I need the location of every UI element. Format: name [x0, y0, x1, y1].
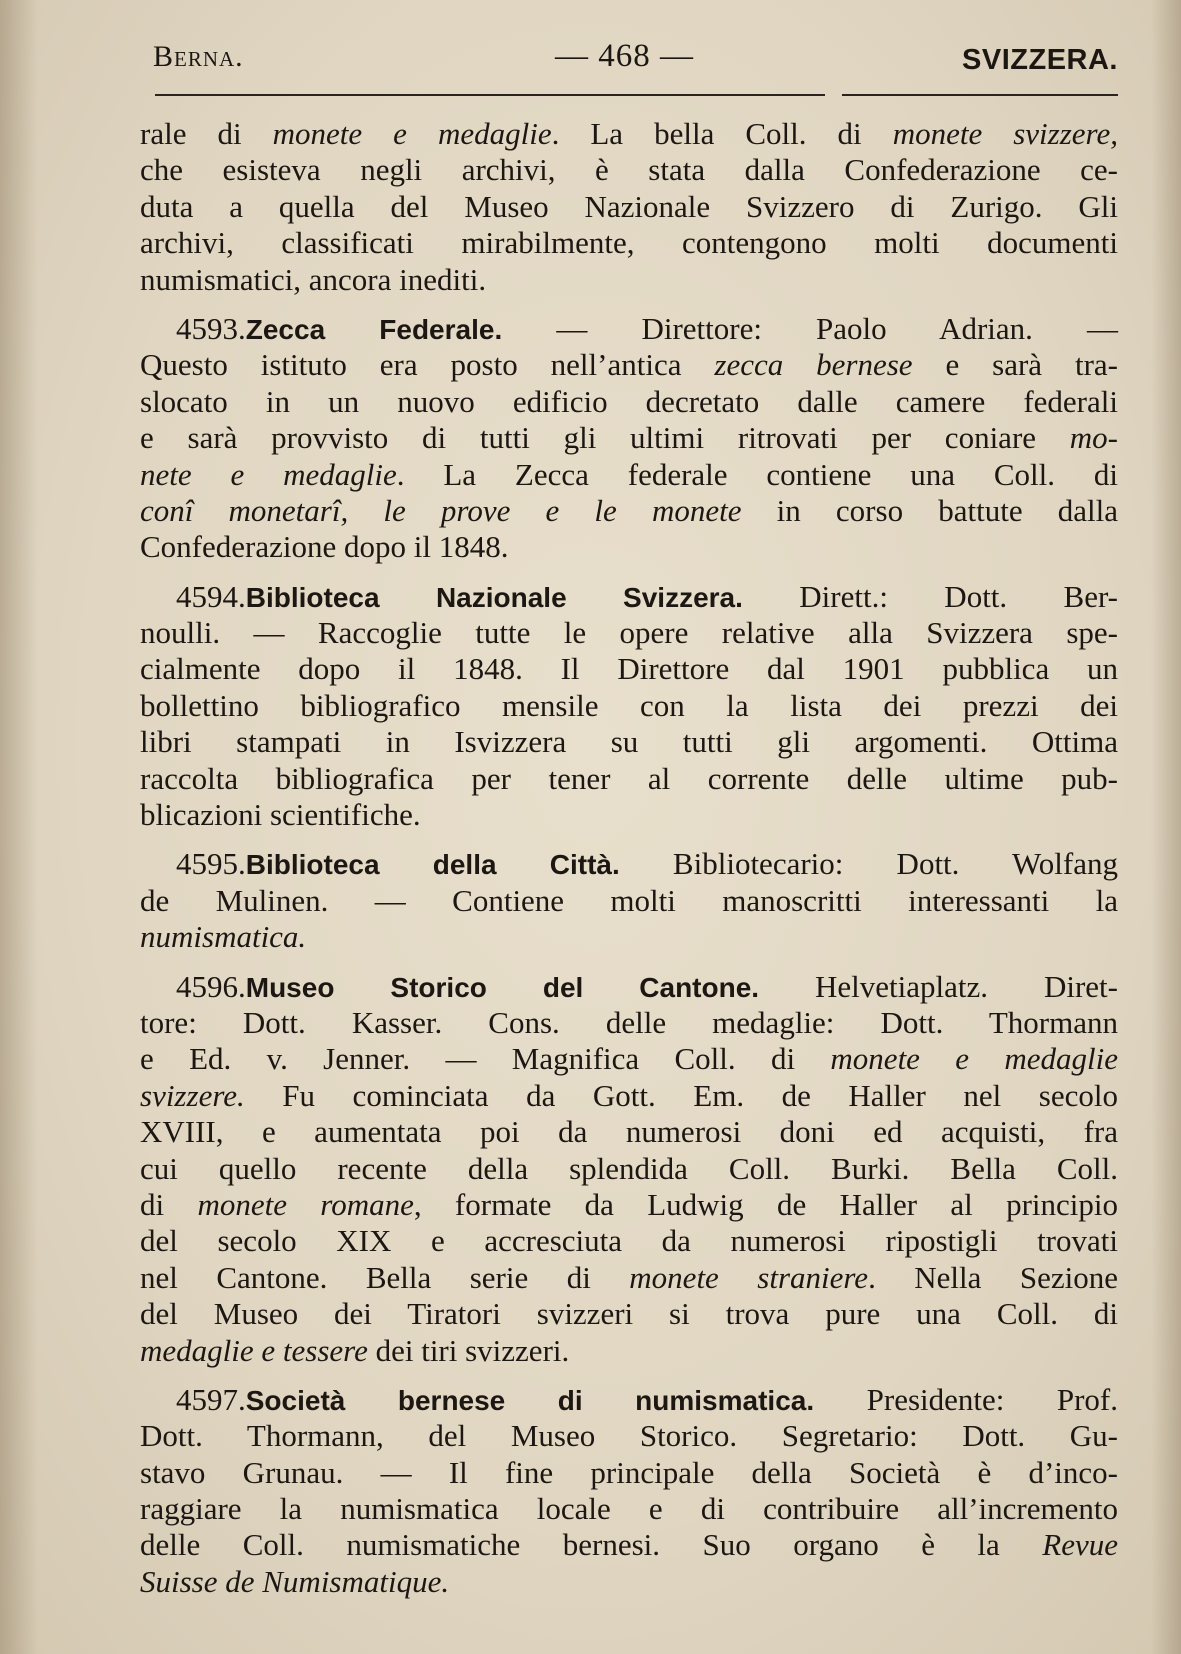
text-run: tore: Dott. Kasser. Cons. delle medaglie: Dott. Thormann [140, 1004, 1118, 1040]
text-line [140, 347, 1118, 383]
entry-heading: Museo Storico del Cantone. [245, 971, 760, 1003]
text-run: cui quello recente della splendida Coll. Burki. Bella Coll. [140, 1150, 1118, 1186]
paragraph-gap [140, 1369, 1118, 1382]
italic-text: nete e medaglie [140, 456, 397, 492]
text-run: Helvetiaplatz. Diret- [759, 968, 1118, 1004]
italic-text: Revue [1042, 1527, 1118, 1563]
text-line [140, 152, 1118, 188]
page-number: — 468 — [555, 38, 694, 74]
text-line [140, 189, 1118, 225]
text-line [140, 969, 1118, 1005]
text-run: Questo istituto era posto nell’antica [140, 347, 715, 383]
italic-text: monete svizzere, [892, 116, 1118, 151]
italic-text: monete e medaglie [830, 1041, 1118, 1077]
paragraph-gap [140, 298, 1118, 311]
text-line [140, 1005, 1118, 1041]
text-run: slocato in un nuovo edificio decretato dalle camere federali [140, 383, 1118, 419]
text-run: delle Coll. numismatiche bernesi. Suo organo è la [140, 1527, 1043, 1563]
text-line [140, 1418, 1118, 1454]
text-line [140, 883, 1118, 919]
text-line [140, 225, 1118, 261]
text-line [140, 1527, 1118, 1563]
paragraph-gap [140, 956, 1118, 969]
text-run: archivi, classificati mirabilmente, contengono molti documenti [140, 225, 1118, 261]
text-run: . Nella Sezione [868, 1259, 1118, 1295]
text-line [140, 1296, 1118, 1332]
text-run: nel Cantone. Bella serie di [140, 1259, 630, 1295]
text-run: e Ed. v. Jenner. — Magnifica Coll. di [140, 1041, 831, 1077]
text-run: XVIII, e aumentata poi da numerosi doni ed acquisti, fra [140, 1114, 1118, 1150]
paragraph [140, 116, 1118, 298]
text-line [140, 262, 1118, 298]
text-run: che esisteva negli archivi, è stata dalla Confederazione ce- [140, 152, 1118, 188]
text-line [140, 1151, 1118, 1187]
entry-heading: Società bernese di numismatica. [245, 1384, 815, 1416]
text-line [140, 688, 1118, 724]
italic-text: mo- [1069, 420, 1118, 456]
text-line [140, 1333, 1118, 1369]
text-line [140, 457, 1118, 493]
text-line [140, 1041, 1118, 1077]
text-run: , formate da Ludwig de Haller al principio [413, 1186, 1118, 1222]
text-line [140, 529, 1118, 565]
text-run: blicazioni scientifiche. [140, 797, 421, 833]
text-line [140, 1223, 1118, 1259]
text-run: numismatici, ancora inediti. [140, 261, 487, 297]
text-line [140, 724, 1118, 760]
text-line [140, 420, 1118, 456]
text-run: del Museo dei Tiratori svizzeri si trova pure una Coll. di [140, 1296, 1118, 1332]
header-rule-right [842, 94, 1118, 96]
text-line [140, 1564, 1118, 1600]
text-line [140, 579, 1118, 615]
text-run: libri stampati in Isvizzera su tutti gli argomenti. Ottima [140, 724, 1118, 760]
text-line [140, 1260, 1118, 1296]
text-line [140, 651, 1118, 687]
text-run: de Mulinen. — Contiene molti manoscritti interessanti la [140, 882, 1118, 918]
text-line [140, 384, 1118, 420]
text-run: e sarà provvisto di tutti gli ultimi ritrovati per coniare [140, 420, 1070, 456]
text-run: duta a quella del Museo Nazionale Svizzero di Zurigo. Gli [140, 188, 1118, 224]
italic-text: zecca bernese [714, 347, 913, 383]
text-line [140, 1455, 1118, 1491]
italic-text: monete romane [197, 1186, 414, 1222]
text-run: bollettino bibliografico mensile con la lista dei prezzi dei [140, 687, 1118, 723]
entry-number: 4597. [176, 1381, 246, 1417]
entry-number: 4594. [176, 578, 246, 614]
entry-number: 4596. [176, 968, 246, 1004]
header-rule-left [155, 94, 825, 96]
text-run: raccolta bibliografica per tener al corrente delle ultime pub- [140, 760, 1118, 796]
text-run: rale di [140, 116, 273, 151]
text-run: dei tiri svizzeri. [367, 1332, 570, 1368]
entry-heading: Zecca Federale. [245, 313, 503, 345]
body-text [140, 116, 1118, 1600]
text-run: del secolo XIX e accresciuta da numerosi ripostigli trovati [140, 1223, 1118, 1259]
italic-text: monete e medaglie [272, 116, 552, 151]
paragraph [140, 311, 1118, 566]
text-run: Confederazione dopo il 1848. [140, 529, 509, 565]
entry-number: 4595. [176, 846, 246, 882]
text-run: . La bella Coll. di [551, 116, 893, 151]
text-run: Fu cominciata da Gott. Em. de Haller nel secolo [244, 1077, 1118, 1113]
text-run: di [140, 1186, 198, 1222]
entry-heading: Biblioteca Nazionale Svizzera. [245, 581, 743, 613]
text-line [140, 919, 1118, 955]
italic-text: monete straniere [629, 1259, 869, 1295]
text-run: e sarà tra- [912, 347, 1119, 383]
text-line [140, 615, 1118, 651]
text-run: — Direttore: Paolo Adrian. — [502, 310, 1118, 346]
text-line [140, 311, 1118, 347]
paragraph [140, 1382, 1118, 1600]
italic-text: svizzere. [140, 1077, 245, 1113]
text-line [140, 116, 1118, 152]
text-line [140, 797, 1118, 833]
paragraph [140, 846, 1118, 955]
text-run: Dott. Thormann, del Museo Storico. Segretario: Dott. Gu- [140, 1418, 1118, 1454]
text-run: stavo Grunau. — Il fine principale della Società è d’inco- [140, 1454, 1118, 1490]
text-line [140, 846, 1118, 882]
header-left: Berna. [153, 40, 244, 73]
text-run: Presidente: Prof. [814, 1381, 1118, 1417]
text-run: Dirett.: Dott. Ber- [742, 578, 1118, 614]
text-line [140, 1187, 1118, 1223]
header-right: SVIZZERA. [962, 44, 1118, 76]
text-run: Bibliotecario: Dott. Wolfang [619, 846, 1119, 882]
italic-text: Suisse de Numismatique. [140, 1563, 450, 1599]
text-line [140, 1114, 1118, 1150]
text-run: noulli. — Raccoglie tutte le opere relative alla Svizzera spe- [140, 615, 1118, 651]
italic-text: medaglie e tessere [140, 1332, 368, 1368]
italic-text: numismatica. [140, 919, 307, 955]
entry-number: 4593. [176, 310, 246, 346]
text-run: . La Zecca federale contiene una Coll. di [396, 456, 1118, 492]
text-line [140, 1491, 1118, 1527]
running-header [153, 30, 1118, 80]
entry-heading: Biblioteca della Città. [245, 849, 620, 881]
paragraph-gap [140, 833, 1118, 846]
text-line [140, 493, 1118, 529]
paragraph [140, 969, 1118, 1369]
text-run: in corso battute dalla [741, 492, 1118, 528]
paragraph [140, 579, 1118, 834]
text-run: cialmente dopo il 1848. Il Direttore dal 1901 pubblica un [140, 651, 1118, 687]
text-line [140, 761, 1118, 797]
paragraph-gap [140, 566, 1118, 579]
italic-text: conî monetarî, le prove e le monete [140, 492, 742, 528]
text-line [140, 1382, 1118, 1418]
text-run: raggiare la numismatica locale e di contribuire all’incremento [140, 1491, 1118, 1527]
text-line [140, 1078, 1118, 1114]
